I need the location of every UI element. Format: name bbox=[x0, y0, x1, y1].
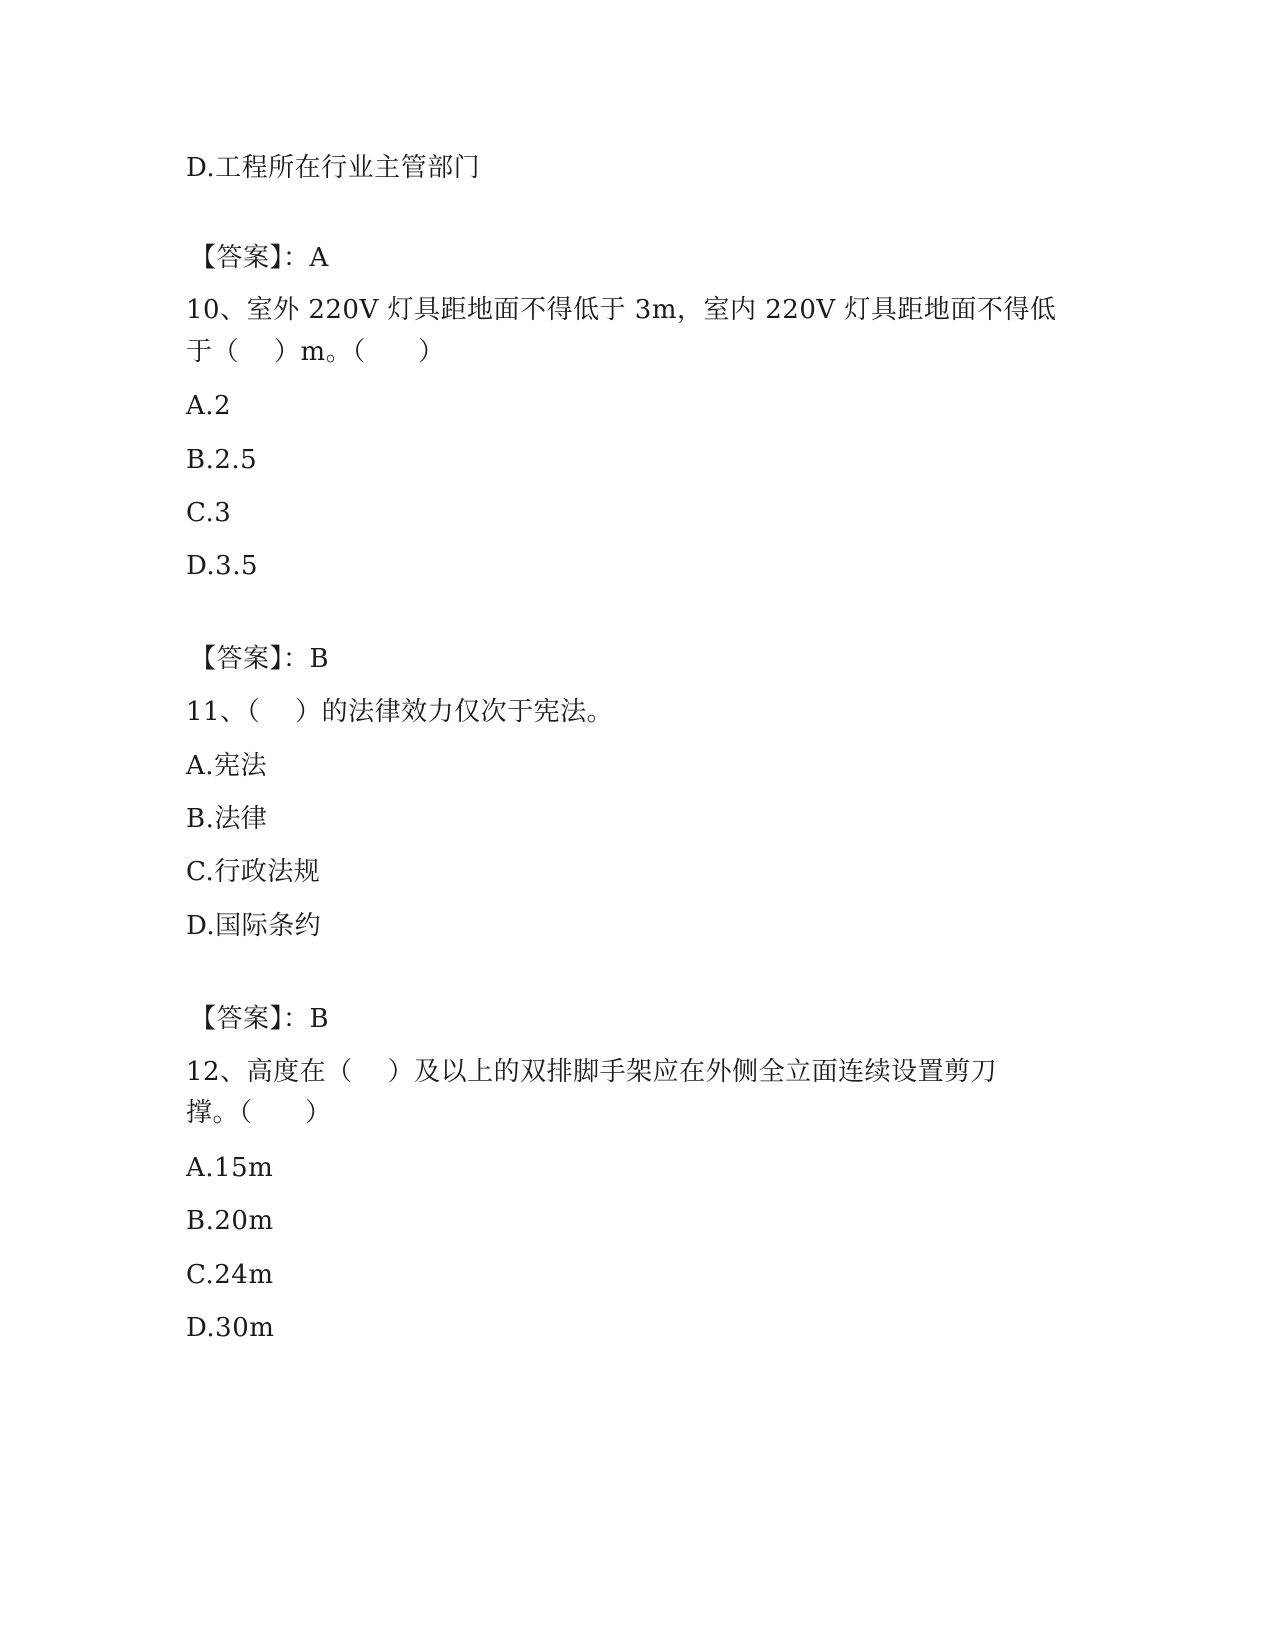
q12-stem-line1: 12、高度在（ ）及以上的双排脚手架应在外侧全立面连续设置剪刀 bbox=[186, 1057, 998, 1087]
q12-stem-line2: 撑。（ ） bbox=[186, 1098, 332, 1128]
q11-option-b: B.法律 bbox=[186, 804, 268, 834]
q10-option-b: B.2.5 bbox=[186, 445, 258, 475]
q10-stem-line1: 10、室外 220V 灯具距地面不得低于 3m，室内 220V 灯具距地面不得低 bbox=[186, 295, 1057, 325]
q10-option-d: D.3.5 bbox=[186, 551, 259, 581]
q11-stem-line1: 11、（ ）的法律效力仅次于宪法。 bbox=[186, 697, 614, 727]
q11-option-d: D.国际条约 bbox=[186, 911, 322, 941]
q10-option-c: C.3 bbox=[186, 498, 232, 528]
q12-option-b: B.20m bbox=[186, 1206, 274, 1236]
q12-option-d: D.30m bbox=[186, 1313, 275, 1343]
prev-answer: 【答案】：A bbox=[190, 243, 329, 273]
q11-option-a: A.宪法 bbox=[186, 751, 268, 781]
q10-option-a: A.2 bbox=[186, 391, 232, 421]
q10-stem-line2: 于（ ）m。（ ） bbox=[186, 337, 445, 367]
q12-option-a: A.15m bbox=[186, 1153, 274, 1183]
q11-option-c: C.行政法规 bbox=[186, 857, 321, 887]
q12-option-c: C.24m bbox=[186, 1260, 274, 1290]
q10-answer: 【答案】：B bbox=[190, 644, 330, 674]
q11-answer: 【答案】：B bbox=[190, 1004, 330, 1034]
prev-option-d: D.工程所在行业主管部门 bbox=[186, 153, 481, 183]
